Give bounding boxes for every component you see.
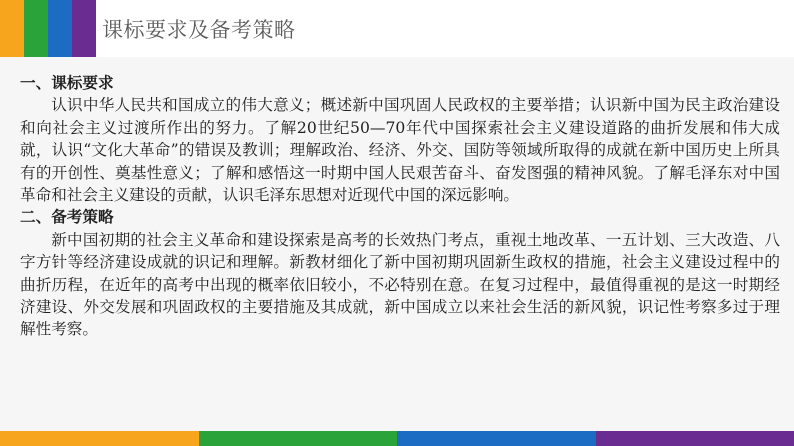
footer-bar-blue [397, 431, 596, 446]
page-title: 课标要求及备考策略 [102, 17, 296, 42]
accent-bar-green [24, 0, 48, 57]
accent-bar-purple [72, 0, 96, 57]
title-strip [96, 0, 794, 57]
footer-bar-green [199, 431, 398, 446]
main-content [20, 72, 780, 341]
footer-bar-orange [0, 431, 199, 446]
footer-color-bar [0, 431, 794, 446]
accent-bar-blue [48, 0, 72, 57]
accent-bar-orange [0, 0, 24, 57]
section-heading-curriculum: 一、课标要求 [20, 73, 114, 92]
section-paragraph-curriculum: 认识中华人民共和国成立的伟大意义；概述新中国巩固人民政权的主要举措；认识新中国为民主政治建设和向社会主义过渡所作出的努力。了解20世纪50—70年代中国探索社会主义建设道路的曲折发展和伟大成就，认识“文化大革命”的错误及教训；理解政治、经济、外交、国防等领域所取得的成就在新中国历史上所具有的开创性、奠基性意义；了解和感悟这一时期中国人民艰苦奋斗、奋发图强的精神风貌。了解毛泽东对中国革命和社会主义建设的贡献，认识毛泽东思想对近现代中国的深远影响。 [20, 96, 780, 205]
header-accent-bars [0, 0, 96, 57]
section-heading-strategy: 二、备考策略 [20, 207, 114, 227]
section-paragraph-strategy: 新中国初期的社会主义革命和建设探索是高考的长效热门考点，重视土地改革、一五计划、三大改造、八字方针等经济建设成就的识记和理解。新教材细化了新中国初期巩固新生政权的措施，社会主义建设过程中的曲折历程，在近年的高考中出现的概率依旧较小，不必特别在意。在复习过程中，最值得重视的是这一时期经济建设、外交发展和巩固政权的主要措施及其成就，新中国成立以来社会生活的新风貌，识记性考察多过于理解性考察。 [20, 230, 780, 339]
footer-bar-purple [596, 431, 794, 446]
